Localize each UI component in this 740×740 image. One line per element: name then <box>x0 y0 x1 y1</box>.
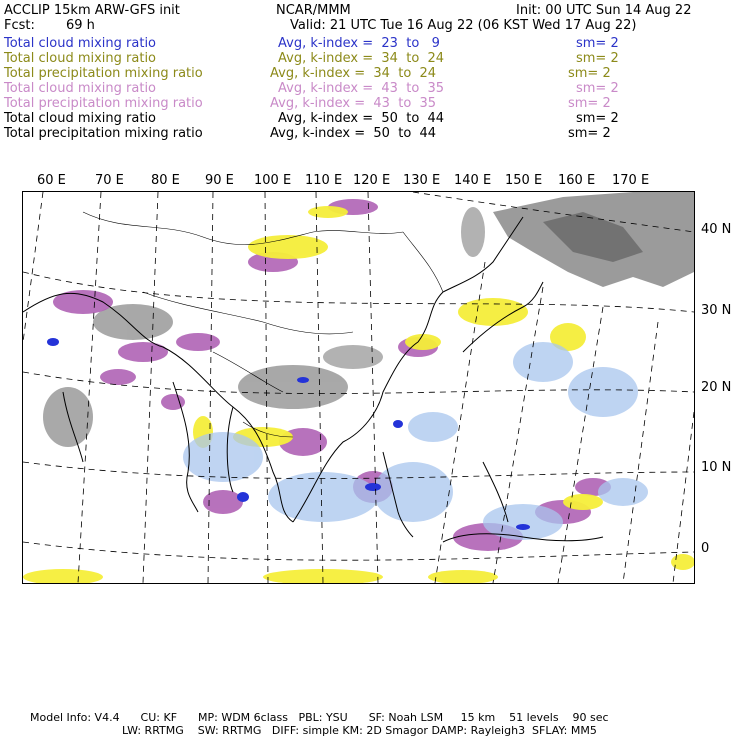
legend-sm-5: sm= 2 <box>568 96 611 111</box>
legend-avg-1: Avg, k-index = 23 to 9 <box>278 36 440 51</box>
legend-avg-7: Avg, k-index = 50 to 44 <box>270 126 437 141</box>
legend-field-4: Total cloud mixing ratio <box>4 81 157 96</box>
legend-sm-1: sm= 2 <box>576 36 619 51</box>
lat-label-40n: 40 N <box>701 222 732 237</box>
legend-sm-4: sm= 2 <box>576 81 619 96</box>
lon-label-170e: 170 E <box>612 173 650 188</box>
lat-label-20n: 20 N <box>701 380 732 395</box>
legend-field-1: Total cloud mixing ratio <box>4 36 157 51</box>
legend-field-7: Total precipitation mixing ratio <box>4 126 203 141</box>
valid-time: Valid: 21 UTC Tue 16 Aug 22 (06 KST Wed 17 Aug 22) <box>290 18 637 33</box>
lon-label-150e: 150 E <box>505 173 543 188</box>
legend-sm-3: sm= 2 <box>568 66 611 81</box>
lon-label-160e: 160 E <box>558 173 596 188</box>
legend-sm-6: sm= 2 <box>576 111 619 126</box>
legend-avg-3: Avg, k-index = 34 to 24 <box>270 66 437 81</box>
lon-label-80e: 80 E <box>151 173 180 188</box>
model-title: ACCLIP 15km ARW-GFS init <box>4 3 180 18</box>
lon-label-130e: 130 E <box>403 173 441 188</box>
lon-label-70e: 70 E <box>95 173 124 188</box>
lon-label-110e: 110 E <box>305 173 343 188</box>
legend-sm-2: sm= 2 <box>576 51 619 66</box>
lon-label-90e: 90 E <box>205 173 234 188</box>
footer-model-info: Model Info: V4.4 CU: KF MP: WDM 6class PBL: YSU SF: Noah LSM 15 km 51 levels 90 sec <box>30 711 609 724</box>
lat-label-30n: 30 N <box>701 303 732 318</box>
legend-avg-6: Avg, k-index = 50 to 44 <box>278 111 445 126</box>
init-time: Init: 00 UTC Sun 14 Aug 22 <box>516 3 692 18</box>
legend-field-5: Total precipitation mixing ratio <box>4 96 203 111</box>
lat-label-10n: 10 N <box>701 460 732 475</box>
lon-label-60e: 60 E <box>37 173 66 188</box>
lon-label-100e: 100 E <box>254 173 292 188</box>
legend-avg-4: Avg, k-index = 43 to 35 <box>278 81 445 96</box>
org-label: NCAR/MMM <box>276 3 351 18</box>
legend-field-2: Total cloud mixing ratio <box>4 51 157 66</box>
legend-field-6: Total cloud mixing ratio <box>4 111 157 126</box>
lon-label-140e: 140 E <box>454 173 492 188</box>
lon-label-120e: 120 E <box>353 173 391 188</box>
fcst-label: Fcst: <box>4 18 35 33</box>
legend-avg-2: Avg, k-index = 34 to 24 <box>278 51 445 66</box>
map-panel <box>22 191 695 584</box>
legend-field-3: Total precipitation mixing ratio <box>4 66 203 81</box>
footer-physics-info: LW: RRTMG SW: RRTMG DIFF: simple KM: 2D Smagor DAMP: Rayleigh3 SFLAY: MM5 <box>122 724 597 737</box>
legend-avg-5: Avg, k-index = 43 to 35 <box>270 96 437 111</box>
fcst-value: 69 h <box>66 18 95 33</box>
lat-label-0: 0 <box>701 541 710 556</box>
legend-sm-7: sm= 2 <box>568 126 611 141</box>
cloud-map-graphic <box>23 192 694 583</box>
